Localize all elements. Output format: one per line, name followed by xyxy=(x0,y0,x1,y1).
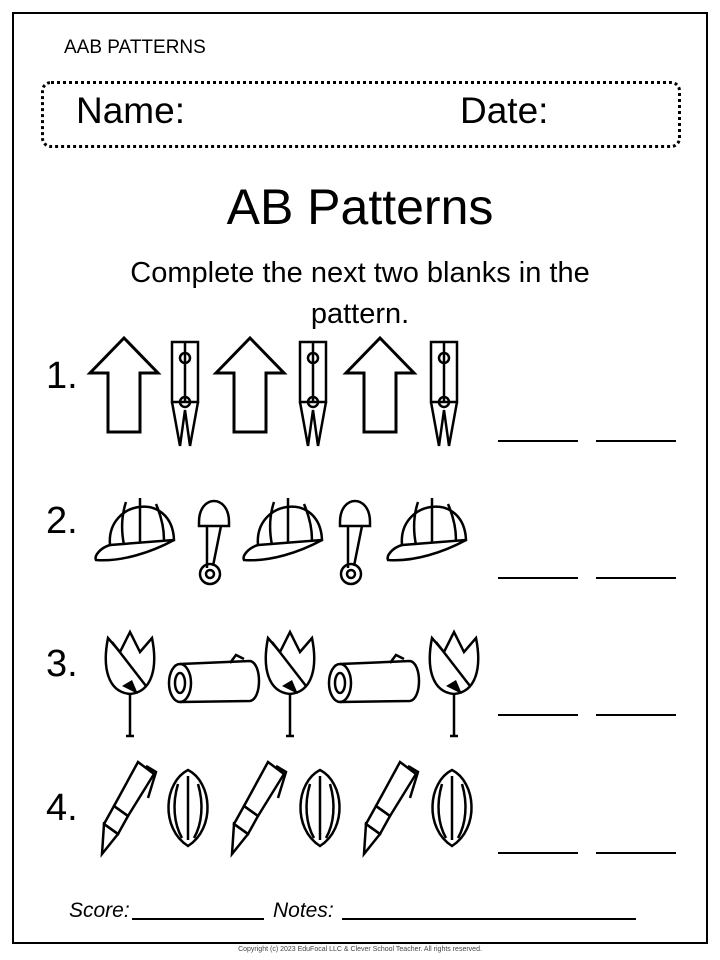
instructions: Complete the next two blanks in the pattern. xyxy=(130,257,590,330)
clothespin-icon xyxy=(427,340,461,450)
cap-icon xyxy=(240,490,330,570)
page-title: AB Patterns xyxy=(226,179,494,235)
cap-icon xyxy=(384,490,474,570)
question-number: 4. xyxy=(46,787,78,829)
answer-blank[interactable] xyxy=(498,440,578,442)
answer-blank[interactable] xyxy=(498,852,578,854)
nut-icon xyxy=(160,768,216,848)
clothespin-icon xyxy=(296,340,330,450)
answer-blank[interactable] xyxy=(596,714,676,716)
safety-pin-icon xyxy=(193,492,235,587)
arrow-up-icon xyxy=(344,335,416,435)
arrow-up-icon xyxy=(214,335,286,435)
safety-pin-icon xyxy=(334,492,376,587)
tulip-icon xyxy=(102,628,158,738)
answer-blank[interactable] xyxy=(498,577,578,579)
question-number: 2. xyxy=(46,500,78,542)
question-number: 1. xyxy=(46,355,78,397)
fountain-pen-icon xyxy=(228,758,288,858)
arrow-up-icon xyxy=(88,335,160,435)
notes-field[interactable] xyxy=(342,918,636,920)
clothespin-icon xyxy=(168,340,202,450)
nut-icon xyxy=(424,768,480,848)
answer-blank[interactable] xyxy=(498,714,578,716)
fountain-pen-icon xyxy=(360,758,420,858)
cap-icon xyxy=(92,490,182,570)
fountain-pen-icon xyxy=(98,758,158,858)
tulip-icon xyxy=(262,628,318,738)
score-field[interactable] xyxy=(132,918,264,920)
notes-label: Notes: xyxy=(273,899,334,922)
question-number: 3. xyxy=(46,643,78,685)
copyright: Copyright (c) 2023 EduFocal LLC & Clever School Teacher. All rights reserved. xyxy=(238,946,482,953)
name-label: Name: xyxy=(76,90,185,131)
answer-blank[interactable] xyxy=(596,440,676,442)
date-label: Date: xyxy=(460,90,549,131)
header-label: AAB PATTERNS xyxy=(64,37,206,58)
nut-icon xyxy=(292,768,348,848)
answer-blank[interactable] xyxy=(596,852,676,854)
log-icon xyxy=(326,655,422,705)
answer-blank[interactable] xyxy=(596,577,676,579)
tulip-icon xyxy=(426,628,482,738)
log-icon xyxy=(166,655,262,705)
score-label: Score: xyxy=(69,899,130,922)
